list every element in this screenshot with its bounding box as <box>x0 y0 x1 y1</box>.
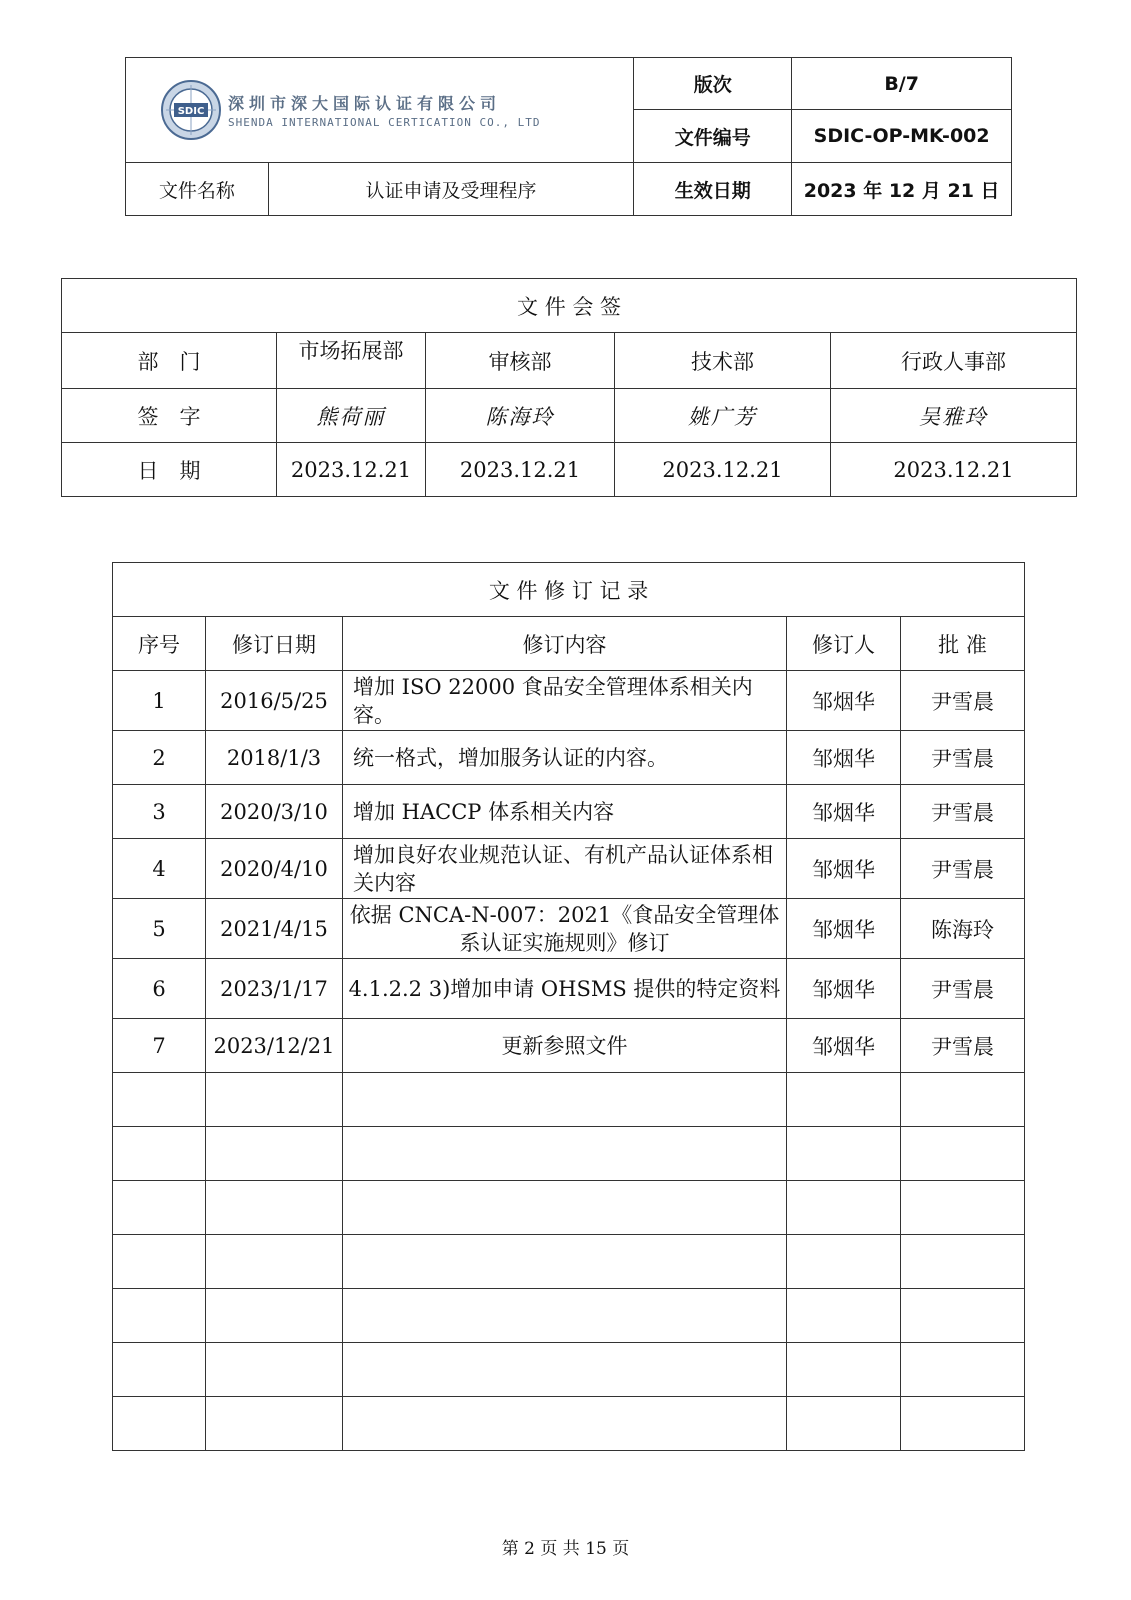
sign-date: 2023.12.21 <box>277 443 426 497</box>
empty-cell <box>343 1235 787 1289</box>
department-label: 部 门 <box>62 333 277 389</box>
department-cell: 行政人事部 <box>831 333 1077 389</box>
empty-cell <box>901 1073 1025 1127</box>
empty-cell <box>901 1127 1025 1181</box>
empty-cell <box>206 1289 343 1343</box>
revision-date: 2020/4/10 <box>206 839 343 899</box>
countersign-title: 文 件 会 签 <box>62 279 1077 333</box>
empty-cell <box>343 1073 787 1127</box>
empty-table-row <box>113 1343 1025 1397</box>
empty-cell <box>343 1127 787 1181</box>
revision-number: 7 <box>113 1019 206 1073</box>
effective-date-value: 2023 年 12 月 21 日 <box>792 163 1012 216</box>
table-row <box>113 671 1025 731</box>
countersign-table <box>61 278 1077 497</box>
empty-table-row <box>113 1181 1025 1235</box>
empty-cell <box>343 1397 787 1451</box>
company-logo-icon <box>160 79 222 141</box>
revision-content: 增加 ISO 22000 食品安全管理体系相关内容。 <box>343 671 787 731</box>
approver: 尹雪晨 <box>901 785 1025 839</box>
effective-date-label: 生效日期 <box>634 163 792 216</box>
empty-cell <box>343 1289 787 1343</box>
empty-cell <box>787 1073 901 1127</box>
signature: 吴雅玲 <box>831 389 1077 443</box>
approver: 尹雪晨 <box>901 1019 1025 1073</box>
empty-cell <box>206 1235 343 1289</box>
empty-cell <box>206 1073 343 1127</box>
doc-number-value: SDIC-OP-MK-002 <box>792 110 1012 163</box>
revision-number: 4 <box>113 839 206 899</box>
company-logo-cell <box>126 58 634 163</box>
empty-table-row <box>113 1127 1025 1181</box>
empty-cell <box>206 1127 343 1181</box>
document-header-table <box>125 57 1012 216</box>
reviser: 邹烟华 <box>787 839 901 899</box>
revision-date: 2016/5/25 <box>206 671 343 731</box>
empty-cell <box>113 1235 206 1289</box>
empty-cell <box>787 1289 901 1343</box>
revision-date: 2023/12/21 <box>206 1019 343 1073</box>
table-row <box>113 1019 1025 1073</box>
table-row <box>113 785 1025 839</box>
revision-number: 5 <box>113 899 206 959</box>
column-header: 修订人 <box>787 617 901 671</box>
empty-cell <box>787 1235 901 1289</box>
approver: 尹雪晨 <box>901 731 1025 785</box>
revision-date: 2020/3/10 <box>206 785 343 839</box>
revision-content: 增加 HACCP 体系相关内容 <box>343 785 787 839</box>
reviser: 邹烟华 <box>787 899 901 959</box>
version-label: 版次 <box>634 58 792 110</box>
revision-number: 3 <box>113 785 206 839</box>
empty-cell <box>113 1343 206 1397</box>
date-label: 日 期 <box>62 443 277 497</box>
revision-content: 4.1.2.2 3)增加申请 OHSMS 提供的特定资料 <box>343 959 787 1019</box>
empty-cell <box>113 1181 206 1235</box>
empty-table-row <box>113 1073 1025 1127</box>
revision-date: 2018/1/3 <box>206 731 343 785</box>
page-footer: 第 2 页 共 15 页 <box>501 1539 630 1559</box>
revision-content: 更新参照文件 <box>343 1019 787 1073</box>
department-cell: 市场拓展部 <box>277 333 426 389</box>
sign-date: 2023.12.21 <box>426 443 615 497</box>
revision-number: 2 <box>113 731 206 785</box>
empty-cell <box>787 1127 901 1181</box>
empty-cell <box>901 1235 1025 1289</box>
approver: 陈海玲 <box>901 899 1025 959</box>
reviser: 邹烟华 <box>787 959 901 1019</box>
empty-table-row <box>113 1289 1025 1343</box>
empty-cell <box>113 1397 206 1451</box>
empty-cell <box>787 1181 901 1235</box>
column-header: 修订内容 <box>343 617 787 671</box>
department-cell: 审核部 <box>426 333 615 389</box>
empty-cell <box>113 1127 206 1181</box>
revision-title: 文 件 修 订 记 录 <box>113 563 1025 617</box>
empty-cell <box>206 1397 343 1451</box>
company-name-cn: 深圳市深大国际认证有限公司 <box>228 94 502 113</box>
revision-number: 1 <box>113 671 206 731</box>
revision-content: 统一格式，增加服务认证的内容。 <box>343 731 787 785</box>
revision-date: 2023/1/17 <box>206 959 343 1019</box>
empty-cell <box>343 1181 787 1235</box>
approver: 尹雪晨 <box>901 839 1025 899</box>
empty-cell <box>901 1397 1025 1451</box>
empty-cell <box>901 1343 1025 1397</box>
empty-cell <box>206 1343 343 1397</box>
table-row <box>113 839 1025 899</box>
reviser: 邹烟华 <box>787 1019 901 1073</box>
revision-record-table <box>112 562 1025 1451</box>
revision-number: 6 <box>113 959 206 1019</box>
column-header: 修订日期 <box>206 617 343 671</box>
table-row <box>113 731 1025 785</box>
table-row <box>113 959 1025 1019</box>
reviser: 邹烟华 <box>787 785 901 839</box>
approver: 尹雪晨 <box>901 671 1025 731</box>
empty-cell <box>787 1343 901 1397</box>
column-header: 批 准 <box>901 617 1025 671</box>
logo-text: SDIC <box>177 106 205 117</box>
signature: 熊荷丽 <box>277 389 426 443</box>
version-value: B/7 <box>792 58 1012 110</box>
sign-date: 2023.12.21 <box>615 443 831 497</box>
doc-name-label: 文件名称 <box>126 163 269 216</box>
empty-table-row <box>113 1235 1025 1289</box>
signature-label: 签 字 <box>62 389 277 443</box>
doc-name-value: 认证申请及受理程序 <box>268 163 633 216</box>
revision-content: 增加良好农业规范认证、有机产品认证体系相关内容 <box>343 839 787 899</box>
approver: 尹雪晨 <box>901 959 1025 1019</box>
reviser: 邹烟华 <box>787 731 901 785</box>
department-cell: 技术部 <box>615 333 831 389</box>
signature: 姚广芳 <box>615 389 831 443</box>
signature: 陈海玲 <box>426 389 615 443</box>
empty-cell <box>787 1397 901 1451</box>
empty-cell <box>206 1181 343 1235</box>
column-header: 序号 <box>113 617 206 671</box>
company-name-en: SHENDA INTERNATIONAL CERTICATION CO., LTD <box>228 116 541 129</box>
sign-date: 2023.12.21 <box>831 443 1077 497</box>
reviser: 邹烟华 <box>787 671 901 731</box>
revision-date: 2021/4/15 <box>206 899 343 959</box>
empty-cell <box>901 1181 1025 1235</box>
doc-number-label: 文件编号 <box>634 110 792 163</box>
revision-content: 依据 CNCA-N-007：2021《食品安全管理体系认证实施规则》修订 <box>343 899 787 959</box>
empty-cell <box>113 1073 206 1127</box>
empty-cell <box>901 1289 1025 1343</box>
empty-cell <box>113 1289 206 1343</box>
empty-cell <box>343 1343 787 1397</box>
table-row <box>113 899 1025 959</box>
empty-table-row <box>113 1397 1025 1451</box>
